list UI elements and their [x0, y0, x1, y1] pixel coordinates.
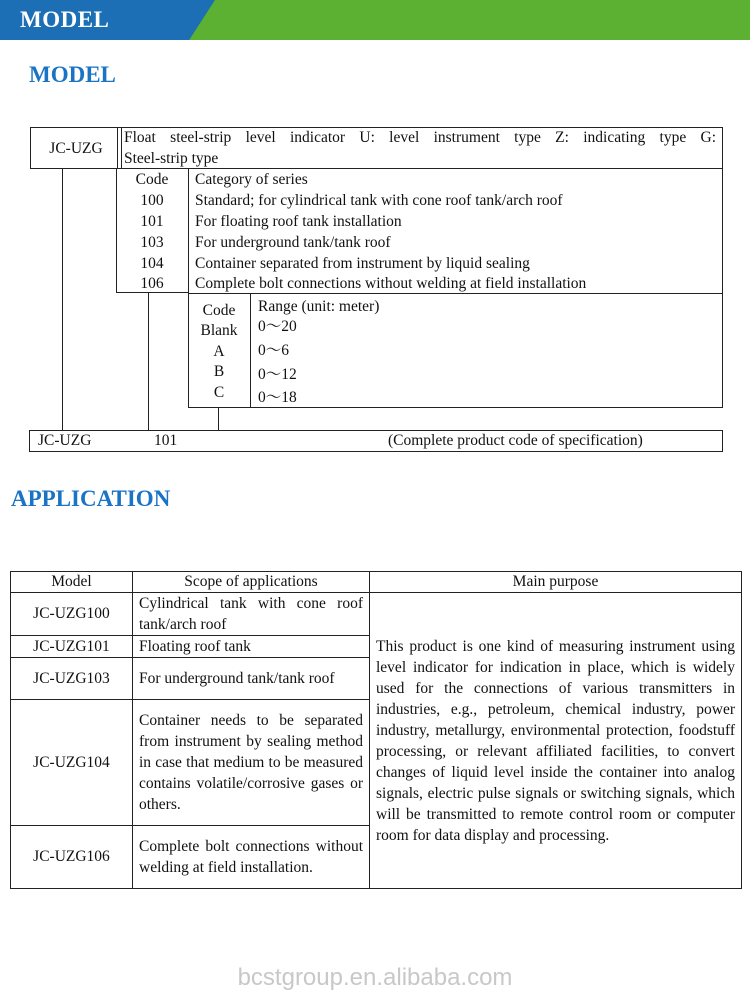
col-header-scope: Scope of applications: [133, 572, 370, 593]
main-purpose-cell: This product is one kind of measuring instrument using level indicator for indication in place, which is widely used for the connections of various transmitters in industries, e.g., petroleum, chemical industry, power industry, metallurgy, environmental protection, foodstuff processing, or relevant affiliated facilities, to convert changes of liquid level inside the container into analog signals, electric pulse signals or switching signals, which will be transmitted to remote control room or computer room for data display and processing.: [370, 593, 742, 889]
table-header-row: [11, 572, 742, 593]
model-cell: JC-UZG103: [11, 658, 133, 700]
range-code: A: [213, 343, 225, 360]
series-code: 106: [140, 275, 164, 292]
range-value: 0～12: [258, 366, 297, 383]
series-category-header: Category of series: [195, 171, 308, 188]
header-desc-line1: Float steel-strip level indicator U: level instrument type Z: indicating type G:: [124, 129, 716, 146]
connector-line-range: [218, 408, 219, 430]
scope-cell: Complete bolt connections without welding at field installation.: [133, 826, 370, 889]
series-right-border: [722, 168, 723, 294]
range-code: Blank: [200, 322, 238, 339]
range-top-border: [188, 293, 723, 294]
range-value: 0～20: [258, 318, 297, 335]
model-cell: JC-UZG104: [11, 700, 133, 826]
series-code: 100: [140, 192, 164, 209]
top-banner: [0, 0, 750, 40]
series-divider: [188, 168, 189, 293]
series-code: 104: [140, 255, 164, 272]
example-code: JC-UZG: [38, 432, 92, 449]
header-code: JC-UZG: [49, 140, 103, 157]
model-section-title: MODEL: [29, 62, 116, 87]
connector-line-series: [148, 293, 149, 430]
application-section-title: APPLICATION: [11, 486, 171, 511]
series-desc: For floating roof tank installation: [195, 213, 402, 230]
banner-title: MODEL: [20, 7, 110, 32]
series-desc: Complete bolt connections without welding at field installation: [195, 275, 587, 292]
series-code-header: Code: [135, 171, 169, 188]
model-cell: JC-UZG106: [11, 826, 133, 889]
application-table: [10, 571, 742, 889]
watermark: bcstgroup.en.alibaba.com: [237, 964, 513, 991]
range-code: B: [213, 363, 225, 380]
range-code: C: [213, 384, 225, 401]
col-header-purpose: Main purpose: [370, 572, 742, 593]
example-note: (Complete product code of specification): [388, 432, 643, 449]
series-desc: Standard; for cylindrical tank with cone roof tank/arch roof: [195, 192, 563, 209]
scope-cell: Container needs to be separated from instrument by sealing method in case that medium to be measured contains volatile/corrosive gases or others.: [133, 700, 370, 826]
range-right-border: [722, 293, 723, 408]
series-desc: Container separated from instrument by liquid sealing: [195, 255, 530, 272]
range-divider: [250, 293, 251, 408]
model-cell: JC-UZG100: [11, 593, 133, 636]
header-desc-line2: Steel-strip type: [124, 150, 219, 167]
scope-cell: Cylindrical tank with cone roof tank/arch roof: [133, 593, 370, 636]
range-value: 0～18: [258, 389, 297, 406]
scope-cell: For underground tank/tank roof: [133, 658, 370, 700]
scope-cell: Floating roof tank: [133, 636, 370, 658]
connector-line-code: [62, 168, 63, 430]
col-header-model: Model: [11, 572, 133, 593]
table-row: [11, 593, 742, 636]
example-series: 101: [154, 432, 178, 449]
range-header: Range (unit: meter): [258, 298, 380, 315]
range-code-header: Code: [202, 302, 236, 319]
series-desc: For underground tank/tank roof: [195, 234, 391, 251]
range-value: 0～6: [258, 342, 290, 359]
series-code: 103: [140, 234, 164, 251]
model-cell: JC-UZG101: [11, 636, 133, 658]
series-code: 101: [140, 213, 164, 230]
